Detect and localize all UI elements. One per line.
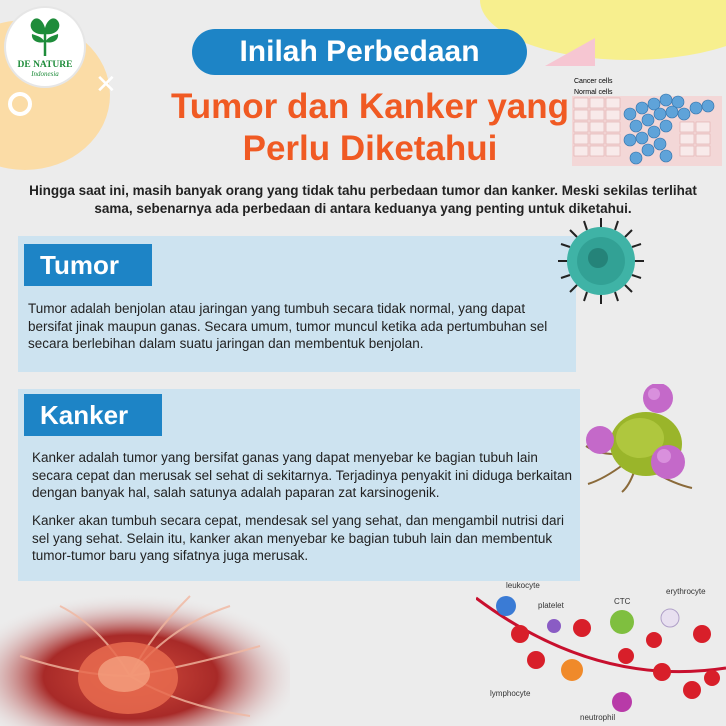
logo-sub-text: Indonesia: [31, 70, 59, 78]
leaf-icon: [23, 14, 67, 58]
intro-paragraph: Hingga saat ini, masih banyak orang yang tidak tahu perbedaan tumor dan kanker. Meski sekilas terlihat sama, sebenarnya ada perbedaan di antara keduanya yang penting untuk diketahui.: [29, 183, 697, 216]
label-neutrophil: neutrophil: [580, 713, 616, 722]
label-ctc: CTC: [614, 597, 631, 606]
decorative-cross-icon: ✕: [95, 70, 117, 100]
kanker-paragraph-1: Kanker adalah tumor yang bersifat ganas yang dapat menyebar ke bagian tubuh lain secara cepat dan merusak sel sehat di sekitarnya. Terjadinya penyakit ini diduga berkaitan dengan banyak hal, salah satunya adalah paparan zat karsinogenik.: [32, 450, 573, 500]
label-lymphocyte: lymphocyte: [490, 689, 531, 698]
logo-brand-text: DE NATURE: [17, 60, 73, 70]
label-platelet: platelet: [538, 601, 564, 610]
label-erythrocyte: erythrocyte: [666, 587, 706, 596]
tumor-cells-illustration: [584, 384, 714, 494]
brand-logo: [6, 8, 84, 86]
kanker-heading: Kanker: [24, 394, 162, 436]
title-line-1: Tumor dan Kanker yang: [170, 87, 570, 126]
title-pill: Inilah Perbedaan: [192, 29, 527, 75]
tumor-description: Tumor adalah benjolan atau jaringan yang tumbuh secara tidak normal, yang dapat bersifat jinak maupun ganas. Secara umum, tumor muncul ketika ada pertumbuhan sel secara berlebihan dalam suatu jaringan dan membentuk benjolan.: [28, 301, 548, 351]
label-cancer-cells: Cancer cells: [574, 78, 613, 85]
title-line-2: Perlu Diketahui: [242, 129, 498, 168]
decorative-triangle: [545, 38, 595, 66]
decorative-circle-icon: [8, 92, 32, 116]
cancer-cell-diagram: [568, 74, 726, 170]
cancer-cell-photo: [0, 586, 290, 726]
label-leukocyte: leukocyte: [506, 581, 540, 590]
kanker-paragraph-2: Kanker akan tumbuh secara cepat, mendesak sel yang sehat, dan mengambil nutrisi dari sel yang sehat. Selain itu, kanker akan menyebar ke bagian tubuh lain dan membentuk tumor-tumor baru yang sifatnya juga merusak.: [32, 513, 565, 563]
blood-cells-diagram: [476, 578, 726, 726]
label-normal-cells: Normal cells: [574, 89, 613, 96]
tumor-heading: Tumor: [24, 244, 152, 286]
virus-illustration: [556, 216, 646, 306]
